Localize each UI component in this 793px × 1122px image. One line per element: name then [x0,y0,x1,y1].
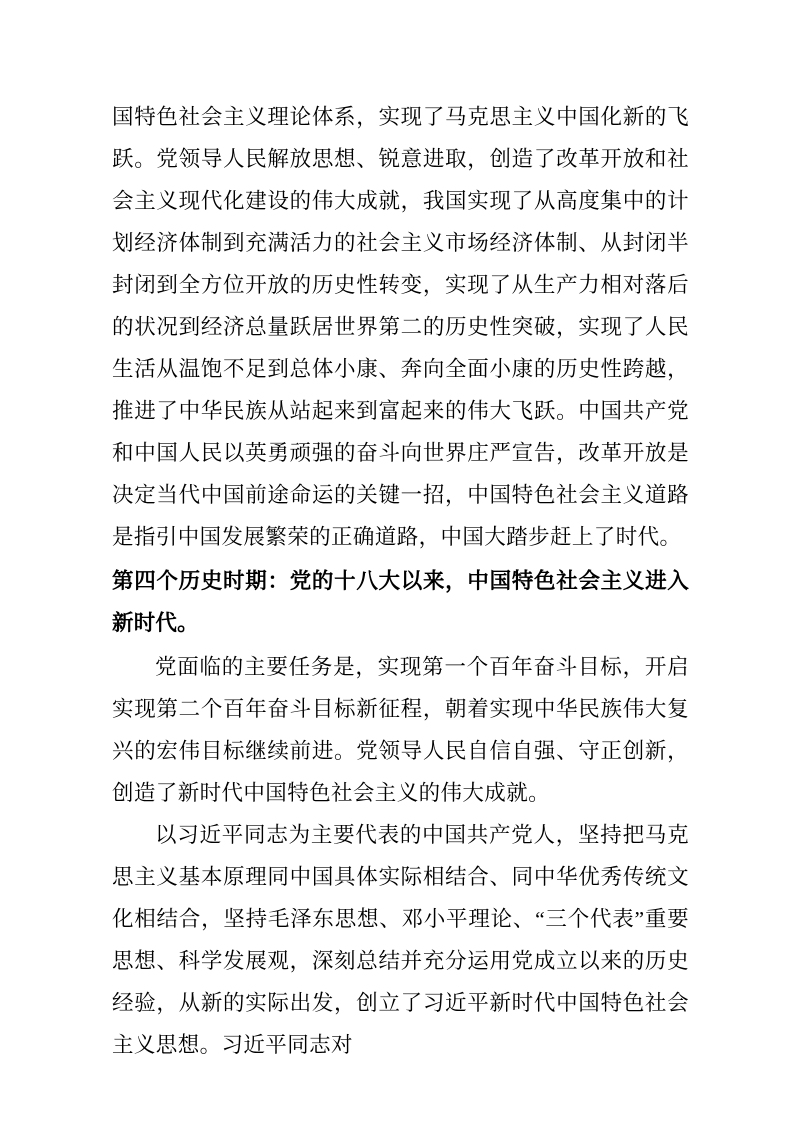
paragraph-main-task: 党面临的主要任务是，实现第一个百年奋斗目标，开启实现第二个百年奋斗目标新征程，朝着实现中华民族伟大复兴的宏伟目标继续前进。党领导人民自信自强、守正创新，创造了新时代中国特色社会主义的伟大成就。 [112,655,689,805]
paragraph-xi-jinping-thought: 以习近平同志为主要代表的中国共产党人，坚持把马克思主义基本原理同中国具体实际相结合、同中华优秀传统文化相结合，坚持毛泽东思想、邓小平理论、“三个代表”重要思想、科学发展观，深刻总结并充分运用党成立以来的历史经验，从新的实际出发，创立了习近平新时代中国特色社会主义思想。习近平同志对 [112,823,689,1057]
paragraph-continued-historical-period-three: 国特色社会主义理论体系，实现了马克思主义中国化新的飞跃。党领导人民解放思想、锐意进取，创造了改革开放和社会主义现代化建设的伟大成就，我国实现了从高度集中的计划经济体制到充满活力的社会主义市场经济体制、从封闭半封闭到全方位开放的历史性转变，实现了从生产力相对落后的状况到经济总量跃居世界第二的历史性突破，实现了人民生活从温饱不足到总体小康、奔向全面小康的历史性跨越，推进了中华民族从站起来到富起来的伟大飞跃。中国共产党和中国人民以英勇顽强的奋斗向世界庄严宣告，改革开放是决定当代中国前途命运的关键一招，中国特色社会主义道路是指引中国发展繁荣的正确道路，中国大踏步赶上了时代。 [112,105,689,549]
heading-fourth-historical-period: 第四个历史时期：党的十八大以来，中国特色社会主义进入新时代。 [112,569,689,635]
document-body [112,96,689,1066]
